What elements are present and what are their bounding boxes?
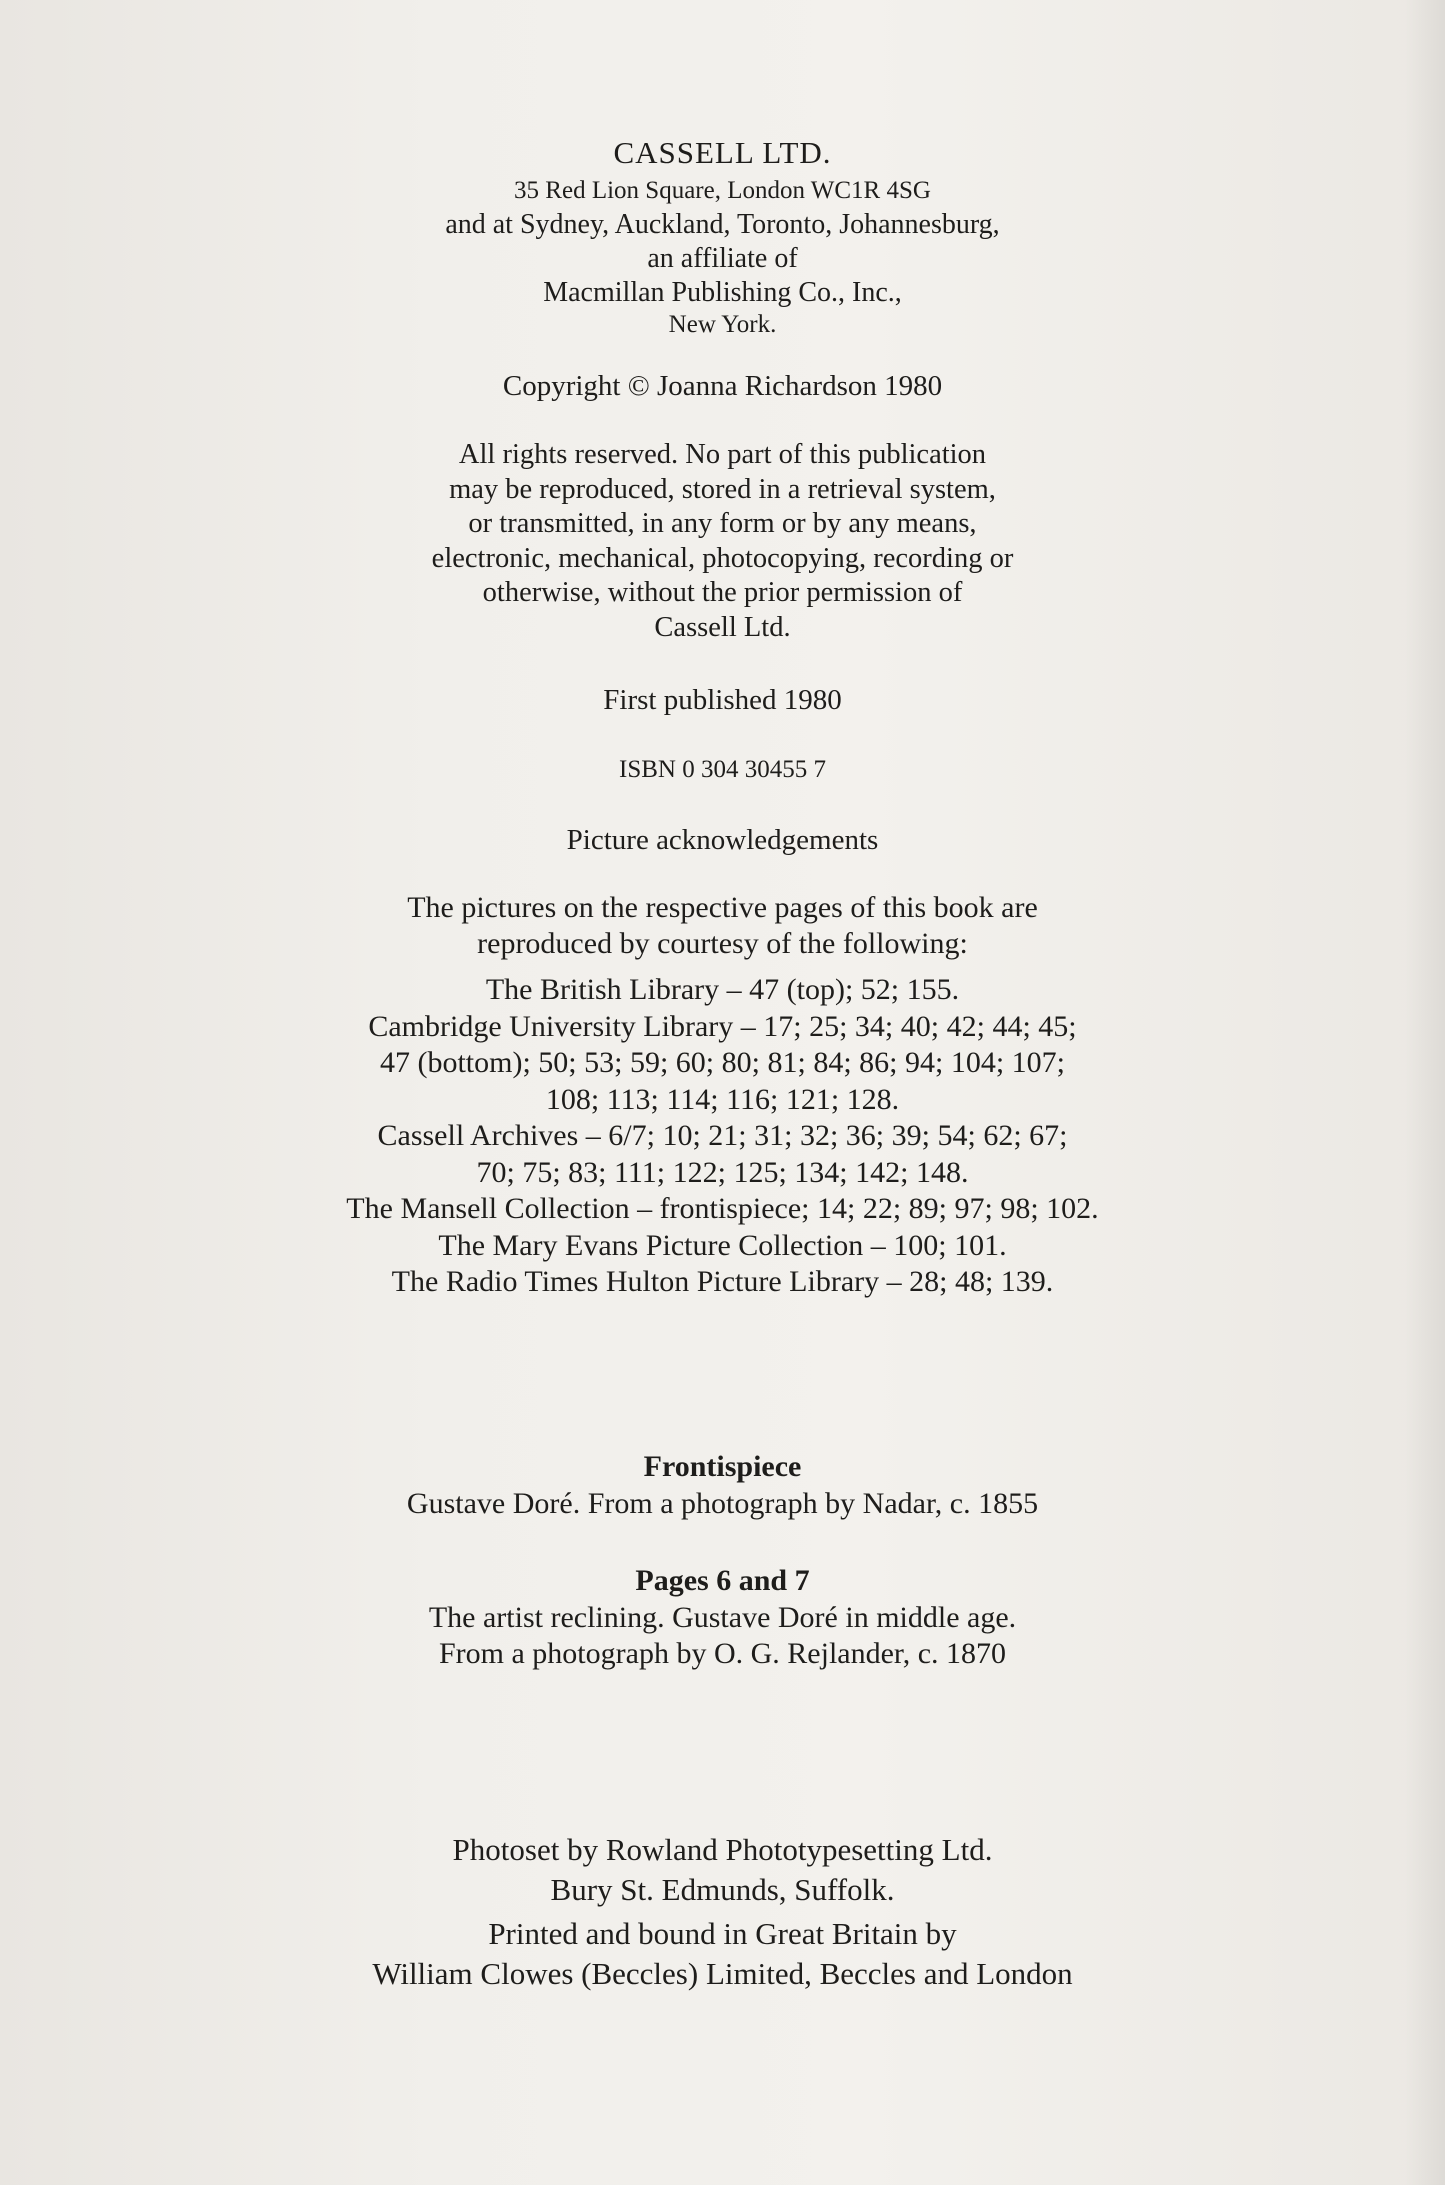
credit-line: The Mary Evans Picture Collection – 100; 101. xyxy=(438,1228,1007,1262)
pages-6-7-title: Pages 6 and 7 xyxy=(635,1564,810,1597)
printed-by: William Clowes (Beccles) Limited, Beccles and London xyxy=(372,1956,1073,1991)
affiliate-city: New York. xyxy=(668,311,777,338)
rights-statement xyxy=(0,438,1445,645)
rights-line: Cassell Ltd. xyxy=(654,611,791,643)
pages-6-7-line: From a photograph by O. G. Rejlander, c. 1870 xyxy=(438,1637,1007,1670)
intro-line: reproduced by courtesy of the following: xyxy=(477,927,968,960)
credit-line: Cassell Archives – 6/7; 10; 21; 31; 32; 36; 39; 54; 62; 67; xyxy=(377,1119,1068,1152)
publisher-imprint xyxy=(0,132,1445,340)
printer-credits xyxy=(0,1830,1445,1994)
frontispiece-text: Gustave Doré. From a photograph by Nadar, c. 1855 xyxy=(406,1487,1039,1520)
rights-line: electronic, mechanical, photocopying, recording or xyxy=(431,542,1014,574)
pages-6-7-caption xyxy=(0,1562,1445,1672)
intro-line: The pictures on the respective pages of this book are xyxy=(407,891,1038,924)
affiliate-name: Macmillan Publishing Co., Inc., xyxy=(543,277,902,308)
credit-line: Cambridge University Library – 17; 25; 34; 40; 42; 44; 45; xyxy=(368,1009,1077,1043)
credit-line: The Radio Times Hulton Picture Library – 28; 48; 139. xyxy=(391,1265,1054,1298)
credit-line: The Mansell Collection – frontispiece; 14; 22; 89; 97; 98; 102. xyxy=(346,1192,1099,1225)
rights-line: otherwise, without the prior permission of xyxy=(482,577,963,608)
photoset-place: Bury St. Edmunds, Suffolk. xyxy=(550,1872,895,1907)
publisher-locations: and at Sydney, Auckland, Toronto, Johannesburg, xyxy=(445,209,1000,240)
pages-6-7-line: The artist reclining. Gustave Doré in middle age. xyxy=(428,1601,1017,1634)
picture-ack-intro xyxy=(0,890,1445,962)
copyright-notice: Copyright © Joanna Richardson 1980 xyxy=(502,370,943,402)
picture-ack-heading: Picture acknowledgements xyxy=(566,824,879,856)
printed-line: Printed and bound in Great Britain by xyxy=(488,1916,957,1951)
isbn: ISBN 0 304 30455 7 xyxy=(619,756,826,783)
picture-credits xyxy=(0,972,1445,1301)
first-published: First published 1980 xyxy=(603,684,842,716)
credit-line: 108; 113; 114; 116; 121; 128. xyxy=(545,1082,900,1116)
rights-line: All rights reserved. No part of this publication xyxy=(458,439,987,470)
rights-line: may be reproduced, stored in a retrieval system, xyxy=(449,473,996,505)
credit-line: The British Library – 47 (top); 52; 155. xyxy=(485,973,960,1006)
rights-line: or transmitted, in any form or by any means, xyxy=(468,508,977,539)
affiliate-intro: an affiliate of xyxy=(647,243,798,274)
publisher-address: 35 Red Lion Square, London WC1R 4SG xyxy=(514,177,931,204)
publisher-name: CASSELL LTD. xyxy=(613,135,832,170)
credit-line: 70; 75; 83; 111; 122; 125; 134; 142; 148. xyxy=(476,1155,969,1189)
credit-line: 47 (bottom); 50; 53; 59; 60; 80; 81; 84; 86; 94; 104; 107; xyxy=(379,1046,1065,1079)
frontispiece-caption xyxy=(0,1448,1445,1522)
photoset-line: Photoset by Rowland Phototypesetting Ltd. xyxy=(452,1832,993,1867)
frontispiece-title: Frontispiece xyxy=(643,1450,802,1483)
